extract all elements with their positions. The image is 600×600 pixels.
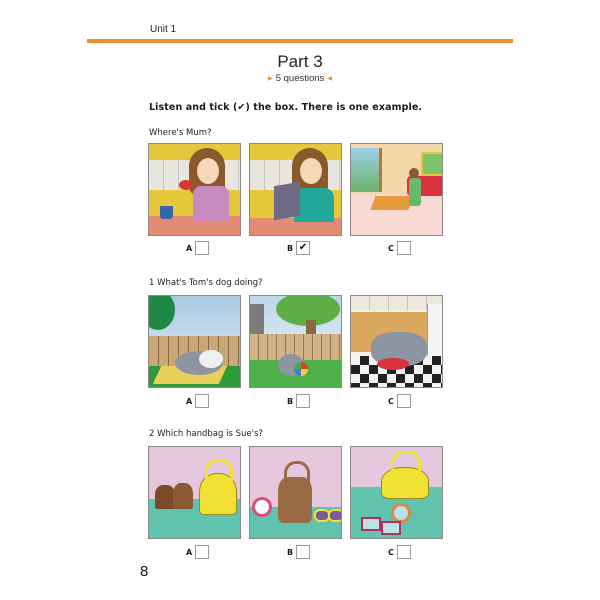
option-letter: B bbox=[287, 396, 294, 406]
tick-box[interactable] bbox=[195, 394, 209, 408]
subtitle-text: 5 questions bbox=[275, 73, 325, 84]
option-2-a[interactable] bbox=[186, 545, 209, 559]
tick-box[interactable] bbox=[296, 545, 310, 559]
sandwich bbox=[179, 180, 193, 190]
question-example: Where's Mum? bbox=[149, 128, 212, 138]
instruction: Listen and tick (✔) the box. There is one example. bbox=[149, 102, 423, 113]
tick-box-checked[interactable]: ✔ bbox=[296, 241, 310, 255]
sandal bbox=[173, 483, 193, 509]
handle bbox=[284, 461, 310, 484]
tick-box[interactable] bbox=[195, 241, 209, 255]
picture-1-c[interactable] bbox=[350, 295, 443, 388]
option-1-b[interactable] bbox=[287, 394, 310, 408]
picture-2-b[interactable] bbox=[249, 446, 342, 539]
picture-example-c[interactable] bbox=[350, 143, 443, 236]
tick-box[interactable] bbox=[397, 394, 411, 408]
option-letter: A bbox=[186, 243, 193, 253]
watch bbox=[252, 497, 272, 517]
option-letter: A bbox=[186, 396, 193, 406]
tree bbox=[148, 295, 175, 330]
book bbox=[274, 182, 300, 221]
watch bbox=[391, 503, 411, 523]
option-1-a[interactable] bbox=[186, 394, 209, 408]
picture-1-b[interactable] bbox=[249, 295, 342, 388]
glasses bbox=[361, 517, 381, 531]
picture-1-a[interactable] bbox=[148, 295, 241, 388]
tick-box[interactable] bbox=[397, 241, 411, 255]
dog-head bbox=[199, 350, 223, 368]
coffee-table bbox=[370, 196, 413, 210]
option-1-c[interactable] bbox=[388, 394, 411, 408]
option-2-b[interactable] bbox=[287, 545, 310, 559]
option-letter: C bbox=[388, 547, 394, 557]
picture-2-a[interactable] bbox=[148, 446, 241, 539]
hair bbox=[409, 168, 419, 178]
option-example-c[interactable] bbox=[388, 241, 411, 255]
part-title: Part 3 bbox=[277, 52, 323, 71]
sandal bbox=[155, 485, 175, 509]
face bbox=[197, 158, 219, 184]
painting bbox=[421, 152, 443, 176]
top bbox=[294, 188, 334, 222]
picture-example-a[interactable] bbox=[148, 143, 241, 236]
cup bbox=[160, 206, 173, 219]
page-number: 8 bbox=[140, 563, 149, 580]
triangle-left-icon: ◀ bbox=[327, 76, 332, 82]
handle bbox=[205, 459, 233, 482]
subtitle bbox=[0, 73, 600, 84]
glasses bbox=[381, 521, 401, 535]
picture-2-c[interactable] bbox=[350, 446, 443, 539]
picture-example-b[interactable] bbox=[249, 143, 342, 236]
ball bbox=[294, 362, 308, 376]
handle bbox=[391, 451, 421, 474]
option-letter: B bbox=[287, 547, 294, 557]
tick-box[interactable] bbox=[397, 545, 411, 559]
option-letter: B bbox=[287, 243, 294, 253]
option-letter: A bbox=[186, 547, 193, 557]
option-letter: C bbox=[388, 243, 394, 253]
window bbox=[351, 148, 382, 192]
top bbox=[193, 186, 229, 222]
question-2: 2 Which handbag is Sue's? bbox=[149, 429, 263, 439]
option-example-a[interactable] bbox=[186, 241, 209, 255]
tick-box[interactable] bbox=[195, 545, 209, 559]
oven bbox=[427, 304, 443, 356]
option-example-b[interactable] bbox=[287, 241, 310, 255]
question-1: 1 What's Tom's dog doing? bbox=[149, 278, 263, 288]
tick-box[interactable] bbox=[296, 394, 310, 408]
triangle-right-icon: ▶ bbox=[268, 76, 273, 82]
face bbox=[300, 158, 322, 184]
bowl bbox=[377, 358, 409, 370]
unit-label: Unit 1 bbox=[150, 24, 177, 35]
option-letter: C bbox=[388, 396, 394, 406]
sunglasses bbox=[328, 509, 342, 522]
option-2-c[interactable] bbox=[388, 545, 411, 559]
dress bbox=[409, 178, 421, 206]
header-rule bbox=[87, 39, 513, 43]
